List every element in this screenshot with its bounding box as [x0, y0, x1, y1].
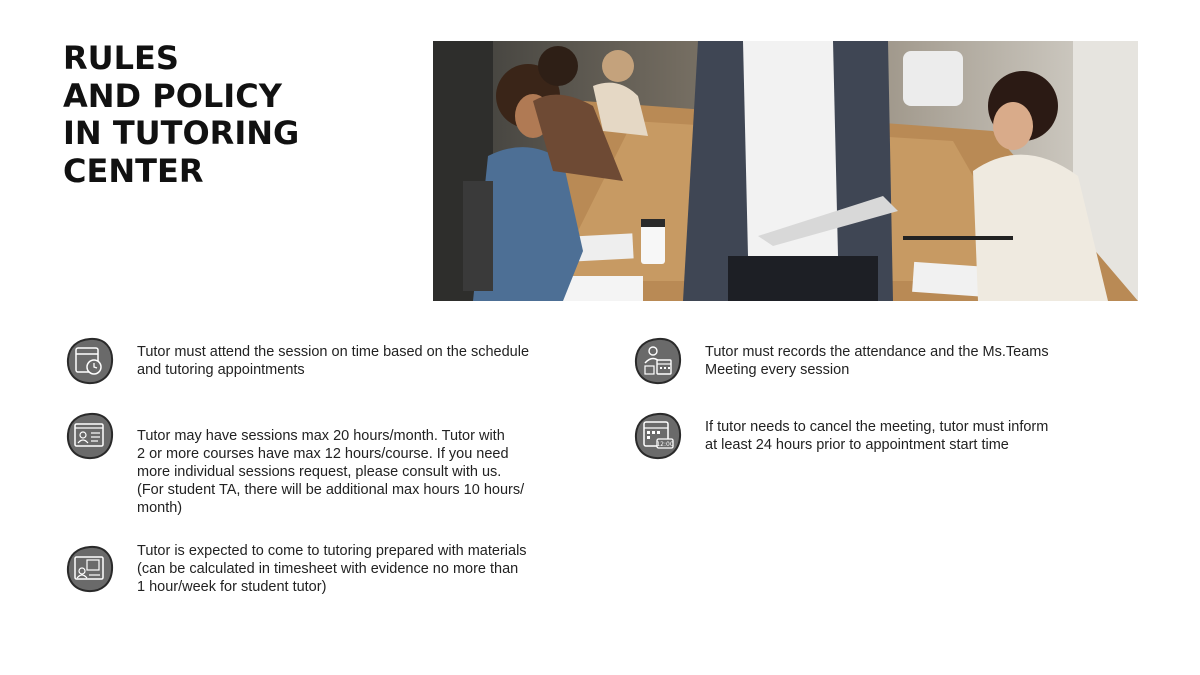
tutoring-meeting-photo: [433, 41, 1138, 301]
monitor-document-icon: [65, 544, 115, 594]
presentation-board-icon: [65, 411, 115, 461]
title-line-3: IN TUTORING: [63, 114, 300, 152]
attendance-calendar-icon: [633, 336, 683, 386]
rule-text: Tutor must records the attendance and the Ms.Teams Meeting every session: [705, 344, 1049, 378]
rule-text: Tutor may have sessions max 20 hours/month. Tutor with 2 or more courses have max 12 hours/course. If you need more individual sessions request, please consult with us. (For student TA, there will be additional max hours 10 hours/ month): [137, 428, 525, 516]
page-title: [63, 40, 299, 190]
svg-text:12:00: 12:00: [656, 441, 674, 448]
title-line-2: AND POLICY: [63, 76, 282, 115]
rule-text: If tutor needs to cancel the meeting, tutor must inform at least 24 hours prior to appointment start time: [705, 419, 1049, 453]
title-line-4: CENTER: [63, 151, 204, 190]
title-line-1: RULES: [63, 39, 179, 77]
rule-text: Tutor is expected to come to tutoring prepared with materials (can be calculated in timesheet with evidence no more than 1 hour/week for student tutor): [137, 543, 527, 595]
calendar-time-icon: [633, 411, 683, 461]
calendar-clock-icon: [65, 336, 115, 386]
rule-text: Tutor must attend the session on time based on the schedule and tutoring appointments: [137, 344, 530, 378]
